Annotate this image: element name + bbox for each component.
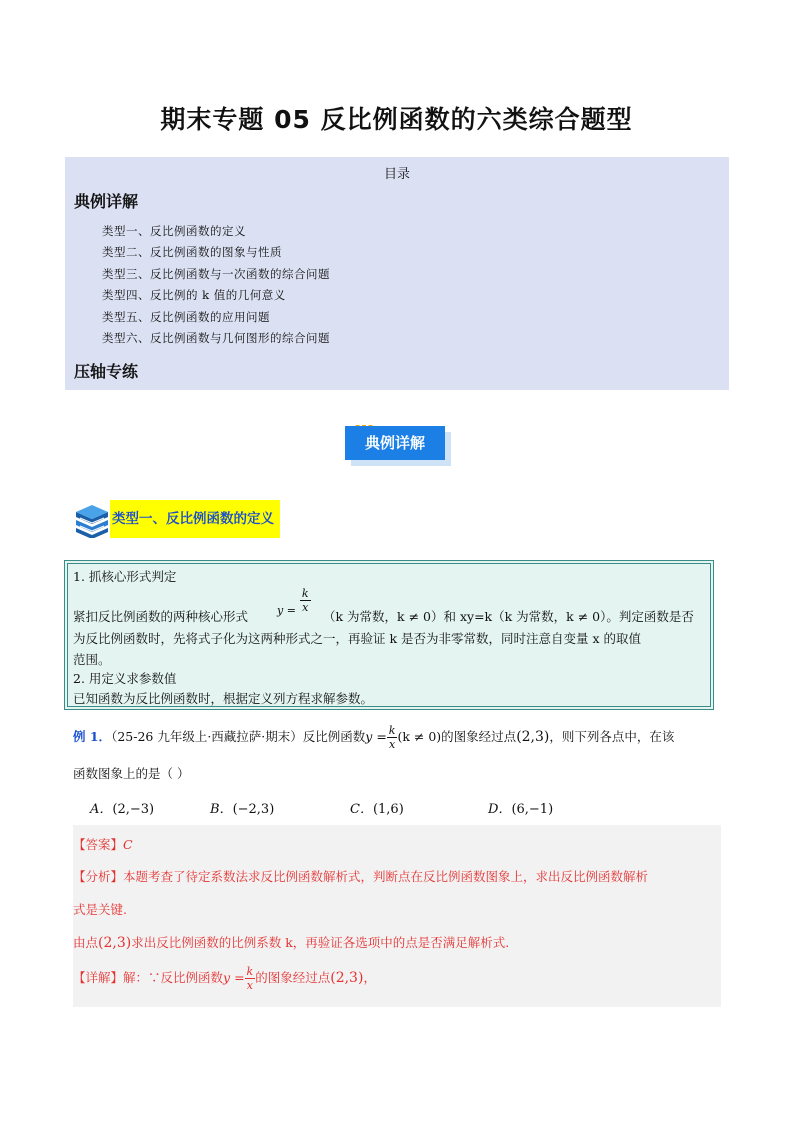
analysis-text: 本题考查了待定系数法求反比例函数解析式，判断点在反比例函数图象上，求出反比例函数解析	[123, 869, 649, 884]
option-value: (1,6)	[372, 802, 404, 817]
func-condition: (k ≠ 0)	[397, 729, 442, 744]
detail-text: ，	[363, 970, 376, 985]
option-value: (2,−3)	[112, 802, 155, 817]
fraction-numerator: k	[388, 724, 396, 737]
example-text: ，则下列各点中，在该	[549, 729, 675, 744]
book-stack-icon	[74, 502, 110, 538]
toc-heading: 目录	[383, 167, 410, 182]
detail-text: 解：∵反比例函数	[123, 970, 224, 985]
point: (2,3)	[98, 935, 132, 951]
answer-value: C	[123, 837, 133, 852]
option-key: A．	[90, 802, 113, 817]
page-title: 期末专题 05 反比例函数的六类综合题型	[160, 105, 633, 134]
tip-title-2: 2. 用定义求参数值	[73, 671, 177, 686]
option-d[interactable]	[488, 798, 553, 817]
fraction-denominator: x	[389, 738, 396, 751]
detail-line	[73, 965, 376, 992]
func-lhs: y =	[223, 970, 245, 985]
option-value: (−2,3)	[232, 802, 275, 817]
analysis-line2: 式是关键.	[73, 902, 127, 917]
analysis-tag: 【分析】	[73, 869, 124, 884]
analysis-line	[73, 867, 648, 885]
option-c[interactable]	[350, 798, 404, 817]
fraction-numerator: k	[301, 587, 309, 600]
answer-tag: 【答案】	[73, 837, 124, 852]
option-key: C．	[350, 802, 373, 817]
tip-line: （k 为常数，k ≠ 0）和 xy=k（k 为常数，k ≠ 0）。判定函数是否	[323, 609, 694, 624]
toc-item[interactable]: 类型二、反比例函数的图象与性质	[102, 245, 282, 259]
section-banner	[345, 426, 453, 468]
toc-section-examples[interactable]: 典例详解	[74, 192, 139, 211]
example-question-line2: 函数图象上的是（ ）	[73, 766, 190, 781]
toc-item[interactable]: 类型一、反比例函数的定义	[102, 224, 246, 238]
fraction	[300, 587, 311, 614]
fraction-denominator: x	[246, 979, 253, 992]
option-value: (6,−1)	[511, 802, 554, 817]
func-lhs: y =	[365, 729, 387, 744]
toc-item[interactable]: 类型六、反比例函数与几何图形的综合问题	[102, 331, 330, 345]
answer-line	[73, 835, 133, 853]
tip-line: 已知函数为反比例函数时，根据定义列方程求解参数。	[73, 691, 374, 706]
formula-lhs: y =	[277, 604, 296, 617]
option-key: D．	[488, 802, 512, 817]
answer-panel	[73, 825, 721, 1007]
type-heading: 类型一、反比例函数的定义	[110, 500, 280, 538]
option-a[interactable]	[90, 798, 154, 817]
fraction	[387, 724, 398, 751]
analysis-text: 求出反比例函数的比例系数 k，再验证各选项中的点是否满足解析式.	[131, 935, 510, 950]
fraction	[245, 965, 256, 992]
tip-line: 为反比例函数时，先将式子化为这两种形式之一，再验证 k 是否为非零常数，同时注意自变量 x 的取值	[73, 631, 642, 646]
tip-formula	[277, 587, 311, 617]
example-text: （25-26 九年级上·西藏拉萨·期末）反比例函数	[111, 729, 366, 744]
analysis-line3	[73, 933, 509, 951]
point: (2,3)	[516, 729, 550, 745]
option-b[interactable]	[210, 798, 274, 817]
fraction-numerator: k	[246, 965, 254, 978]
tips-box	[64, 560, 714, 710]
tip-title-1: 1. 抓核心形式判定	[73, 569, 177, 584]
banner-label: 典例详解	[345, 426, 445, 460]
tip-line: 紧扣反比例函数的两种核心形式	[73, 609, 249, 624]
table-of-contents	[65, 157, 729, 390]
example-question	[73, 724, 674, 751]
point: (2,3)	[330, 970, 364, 986]
example-label: 例 1．	[73, 729, 112, 744]
option-key: B．	[210, 802, 233, 817]
fraction-denominator: x	[302, 601, 309, 614]
toc-item[interactable]: 类型三、反比例函数与一次函数的综合问题	[102, 267, 330, 281]
detail-tag: 【详解】	[73, 970, 124, 985]
analysis-text: 由点	[73, 935, 99, 950]
toc-item[interactable]: 类型四、反比例的 k 值的几何意义	[102, 288, 286, 302]
toc-section-practice[interactable]: 压轴专练	[74, 362, 139, 381]
tip-line: 范围。	[73, 652, 111, 667]
toc-item[interactable]: 类型五、反比例函数的应用问题	[102, 310, 270, 324]
detail-text: 的图象经过点	[255, 970, 331, 985]
example-text: 的图象经过点	[441, 729, 517, 744]
